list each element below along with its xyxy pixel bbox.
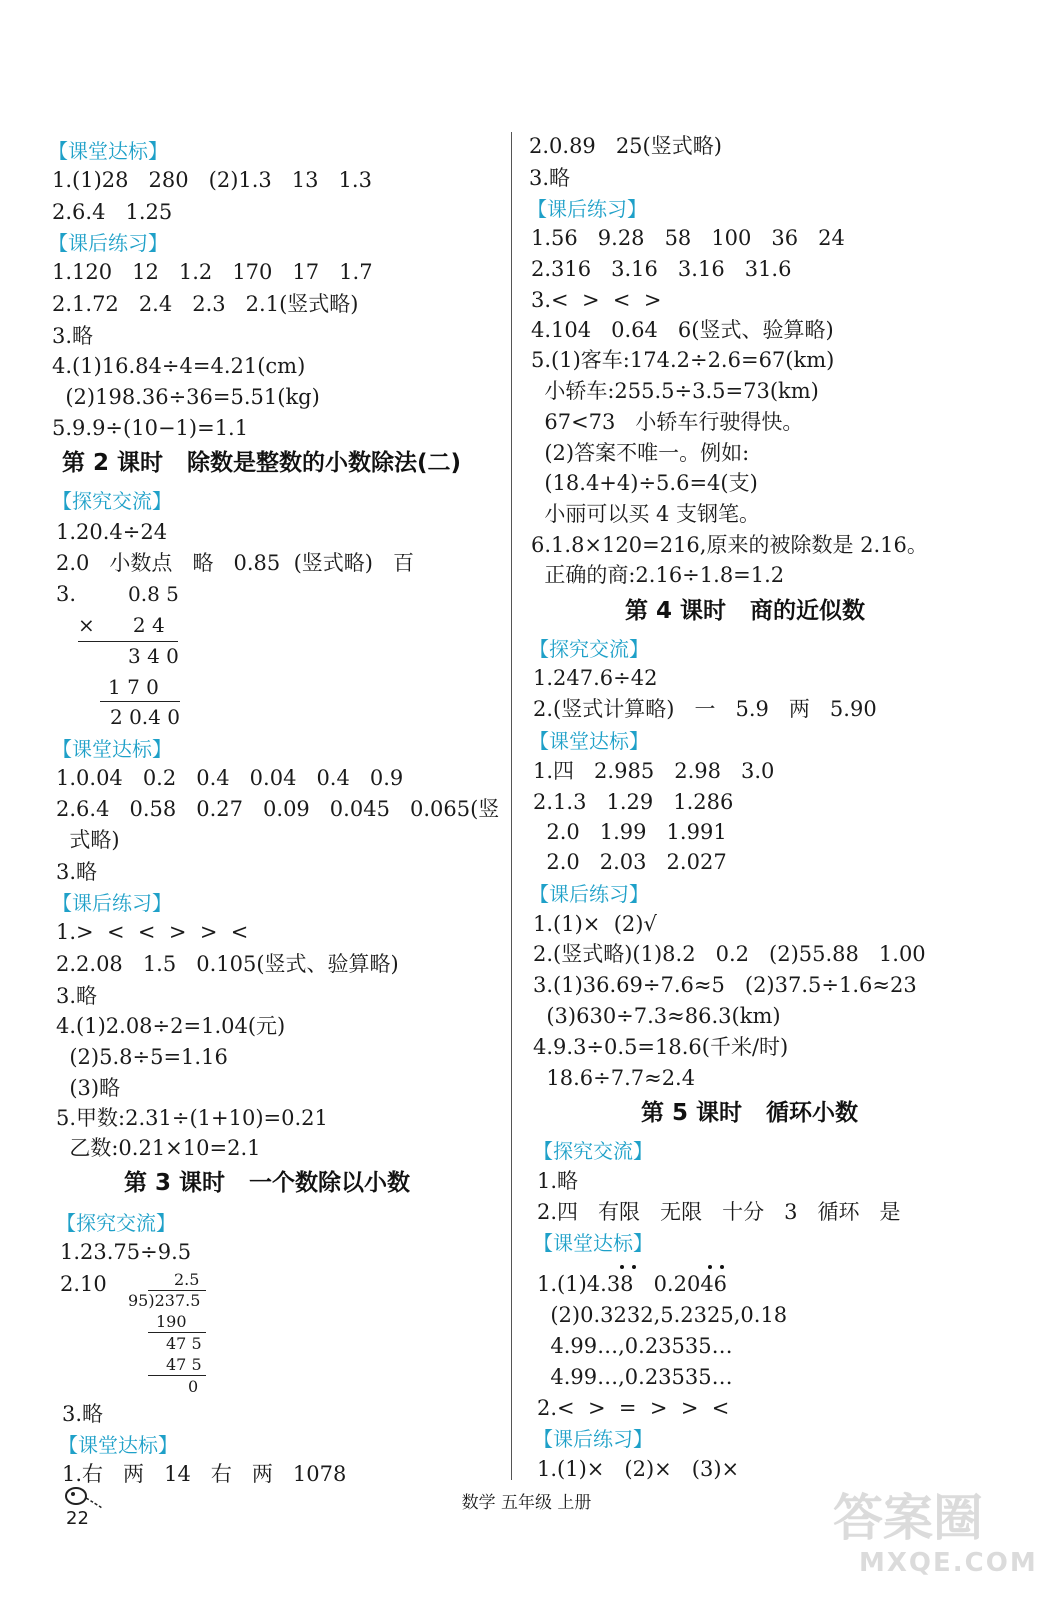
answer-line: 2.6.4 0.58 0.27 0.09 0.045 0.065(竖 bbox=[56, 797, 500, 821]
answer-line: 2.0 1.99 1.991 bbox=[533, 820, 727, 844]
answer-line: 4.99…,0.23535… bbox=[537, 1365, 733, 1389]
footer-subject: 数学 五年级 上册 bbox=[461, 1493, 592, 1513]
calc-row: 47 5 bbox=[166, 1334, 202, 1353]
answer-line: 2.0.89 25(竖式略) bbox=[529, 134, 722, 158]
calc-row: 0 bbox=[188, 1377, 199, 1396]
section-tag: 【课后练习】 bbox=[529, 882, 649, 906]
answer-line: 4.104 0.64 6(竖式、验算略) bbox=[531, 318, 834, 342]
section-tag: 【探究交流】 bbox=[529, 637, 649, 661]
left-column bbox=[0, 0, 505, 1600]
answer-line: 1.(1)× (2)√ bbox=[533, 912, 657, 936]
answer-line: 4.(1)2.08÷2=1.04(元) bbox=[56, 1014, 286, 1038]
watermark-logo-text: 答案圈 bbox=[833, 1489, 983, 1547]
answer-line: 6.1.8×120=216,原来的被除数是 2.16。 bbox=[531, 533, 928, 557]
answer-line: 1.247.6÷42 bbox=[533, 666, 658, 690]
answer-line: 5.(1)客车:174.2÷2.6=67(km) bbox=[531, 348, 835, 372]
answer-line: 3.略 bbox=[62, 1402, 104, 1426]
answer-line: 1.120 12 1.2 170 17 1.7 bbox=[52, 260, 373, 284]
answer-line: 2.6.4 1.25 bbox=[52, 200, 173, 224]
section-tag: 【课堂达标】 bbox=[58, 1433, 178, 1457]
answer-line: 1.(1)× (2)× (3)× bbox=[537, 1457, 740, 1481]
answer-line: 正确的商:2.16÷1.8=1.2 bbox=[531, 563, 785, 587]
repeating-dot bbox=[708, 1265, 712, 1269]
answer-line: 2.< > = > > < bbox=[537, 1396, 730, 1420]
answer-line: 1.23.75÷9.5 bbox=[60, 1240, 192, 1264]
section-tag: 【课后练习】 bbox=[48, 231, 168, 255]
column-divider bbox=[511, 132, 512, 1480]
answer-line: 2.1.3 1.29 1.286 bbox=[533, 790, 734, 814]
answer-line: 1.右 两 14 右 两 1078 bbox=[62, 1462, 347, 1486]
repeating-dot bbox=[720, 1265, 724, 1269]
answer-line: 1.(1)28 280 (2)1.3 13 1.3 bbox=[52, 168, 372, 192]
watermark-url: MXQE.COM bbox=[859, 1548, 1038, 1578]
answer-line: 2.(竖式略)(1)8.2 0.2 (2)55.88 1.00 bbox=[533, 942, 926, 966]
answer-line: 1.(1)4.38 0.2046 bbox=[537, 1272, 728, 1296]
answer-line: (2)5.8÷5=1.16 bbox=[56, 1045, 228, 1069]
calc-row: 190 bbox=[156, 1312, 187, 1331]
answer-line: 3.略 bbox=[56, 984, 98, 1008]
answer-line: 小丽可以买 4 支钢笔。 bbox=[531, 502, 761, 526]
answer-line: (3)630÷7.3≈86.3(km) bbox=[533, 1004, 781, 1028]
answer-line: 2.(竖式计算略) 一 5.9 两 5.90 bbox=[533, 697, 877, 721]
answer-line: 18.6÷7.7≈2.4 bbox=[533, 1066, 696, 1090]
lesson-heading: 第 3 课时 一个数除以小数 bbox=[124, 1170, 411, 1196]
section-tag: 【课堂达标】 bbox=[48, 139, 168, 163]
answer-line: 1.四 2.985 2.98 3.0 bbox=[533, 759, 775, 783]
section-tag: 【课堂达标】 bbox=[533, 1231, 653, 1255]
answer-line: 1.56 9.28 58 100 36 24 bbox=[531, 226, 845, 250]
answer-line: 3.略 bbox=[529, 166, 571, 190]
right-column bbox=[515, 0, 1053, 1600]
answer-line: 3.(1)36.69÷7.6≈5 (2)37.5÷1.6≈23 bbox=[533, 973, 917, 997]
answer-line: (2)0.3232,5.2325,0.18 bbox=[537, 1303, 788, 1327]
answer-line: 1.20.4÷24 bbox=[56, 520, 168, 544]
answer-line: (2)198.36÷36=5.51(kg) bbox=[52, 385, 320, 409]
repeating-dot bbox=[620, 1265, 624, 1269]
answer-line: 2.四 有限 无限 十分 3 循环 是 bbox=[537, 1200, 901, 1224]
calc-rule bbox=[148, 1375, 206, 1376]
calc-row: 3 4 0 bbox=[128, 644, 179, 668]
lesson-heading: 第 5 课时 循环小数 bbox=[641, 1100, 859, 1126]
section-tag: 【探究交流】 bbox=[533, 1139, 653, 1163]
calc-rule bbox=[78, 641, 178, 642]
answer-line: (3)略 bbox=[56, 1076, 121, 1100]
calc-row: 0.8 5 bbox=[128, 582, 179, 606]
answer-line: 5.9.9÷(10−1)=1.1 bbox=[52, 416, 249, 440]
section-tag: 【探究交流】 bbox=[52, 489, 172, 513]
answer-line: 小轿车:255.5÷3.5=73(km) bbox=[531, 379, 819, 403]
answer-line: (2)答案不唯一。例如: bbox=[531, 441, 750, 465]
answer-line: 2.316 3.16 3.16 31.6 bbox=[531, 257, 792, 281]
answer-line: 2.10 bbox=[60, 1272, 107, 1296]
section-tag: 【探究交流】 bbox=[56, 1211, 176, 1235]
answer-line: 乙数:0.21×10=2.1 bbox=[56, 1136, 261, 1160]
answer-line: 式略) bbox=[56, 828, 120, 852]
answer-line: 4.99…,0.23535… bbox=[537, 1334, 733, 1358]
calc-row: 47 5 bbox=[166, 1355, 202, 1374]
division-dividend: 95)237.5 bbox=[128, 1291, 201, 1310]
lesson-heading: 第 4 课时 商的近似数 bbox=[625, 598, 866, 624]
calc-row: 1 7 0 bbox=[108, 675, 159, 699]
answer-line: 3.略 bbox=[56, 860, 98, 884]
answer-line: 1.> < < > > < bbox=[56, 920, 249, 944]
lesson-heading: 第 2 课时 除数是整数的小数除法(二) bbox=[62, 450, 462, 476]
answer-line: 2.2.08 1.5 0.105(竖式、验算略) bbox=[56, 952, 399, 976]
calc-row: 2 0.4 0 bbox=[110, 705, 180, 729]
calc-rule bbox=[100, 701, 180, 702]
answer-line: 4.9.3÷0.5=18.6(千米/时) bbox=[533, 1035, 789, 1059]
answer-line: (18.4+4)÷5.6=4(支) bbox=[531, 471, 758, 495]
answer-line: 5.甲数:2.31÷(1+10)=0.21 bbox=[56, 1106, 328, 1130]
answer-line: 2.1.72 2.4 2.3 2.1(竖式略) bbox=[52, 292, 359, 316]
section-tag: 【课堂达标】 bbox=[529, 729, 649, 753]
section-tag: 【课后练习】 bbox=[533, 1427, 653, 1451]
calc-rule bbox=[148, 1332, 206, 1333]
page-number: 22 bbox=[66, 1508, 89, 1529]
watermark bbox=[823, 1478, 1038, 1588]
answer-line: 2.0 小数点 略 0.85 (竖式略) 百 bbox=[56, 551, 414, 575]
answer-line: 3.< > < > bbox=[531, 288, 662, 312]
calc-row: × 2 4 bbox=[78, 613, 165, 637]
section-tag: 【课堂达标】 bbox=[52, 737, 172, 761]
answer-line: 1.略 bbox=[537, 1169, 579, 1193]
answer-line: 4.(1)16.84÷4=4.21(cm) bbox=[52, 354, 306, 378]
section-tag: 【课后练习】 bbox=[52, 891, 172, 915]
answer-line: 3. bbox=[56, 582, 77, 606]
answer-line: 2.0 2.03 2.027 bbox=[533, 850, 727, 874]
division-quotient: 2.5 bbox=[174, 1270, 200, 1289]
answer-line: 1.0.04 0.2 0.4 0.04 0.4 0.9 bbox=[56, 766, 404, 790]
answer-line: 67<73 小轿车行驶得快。 bbox=[531, 410, 804, 434]
section-tag: 【课后练习】 bbox=[527, 197, 647, 221]
repeating-dot bbox=[632, 1265, 636, 1269]
answer-line: 3.略 bbox=[52, 324, 94, 348]
